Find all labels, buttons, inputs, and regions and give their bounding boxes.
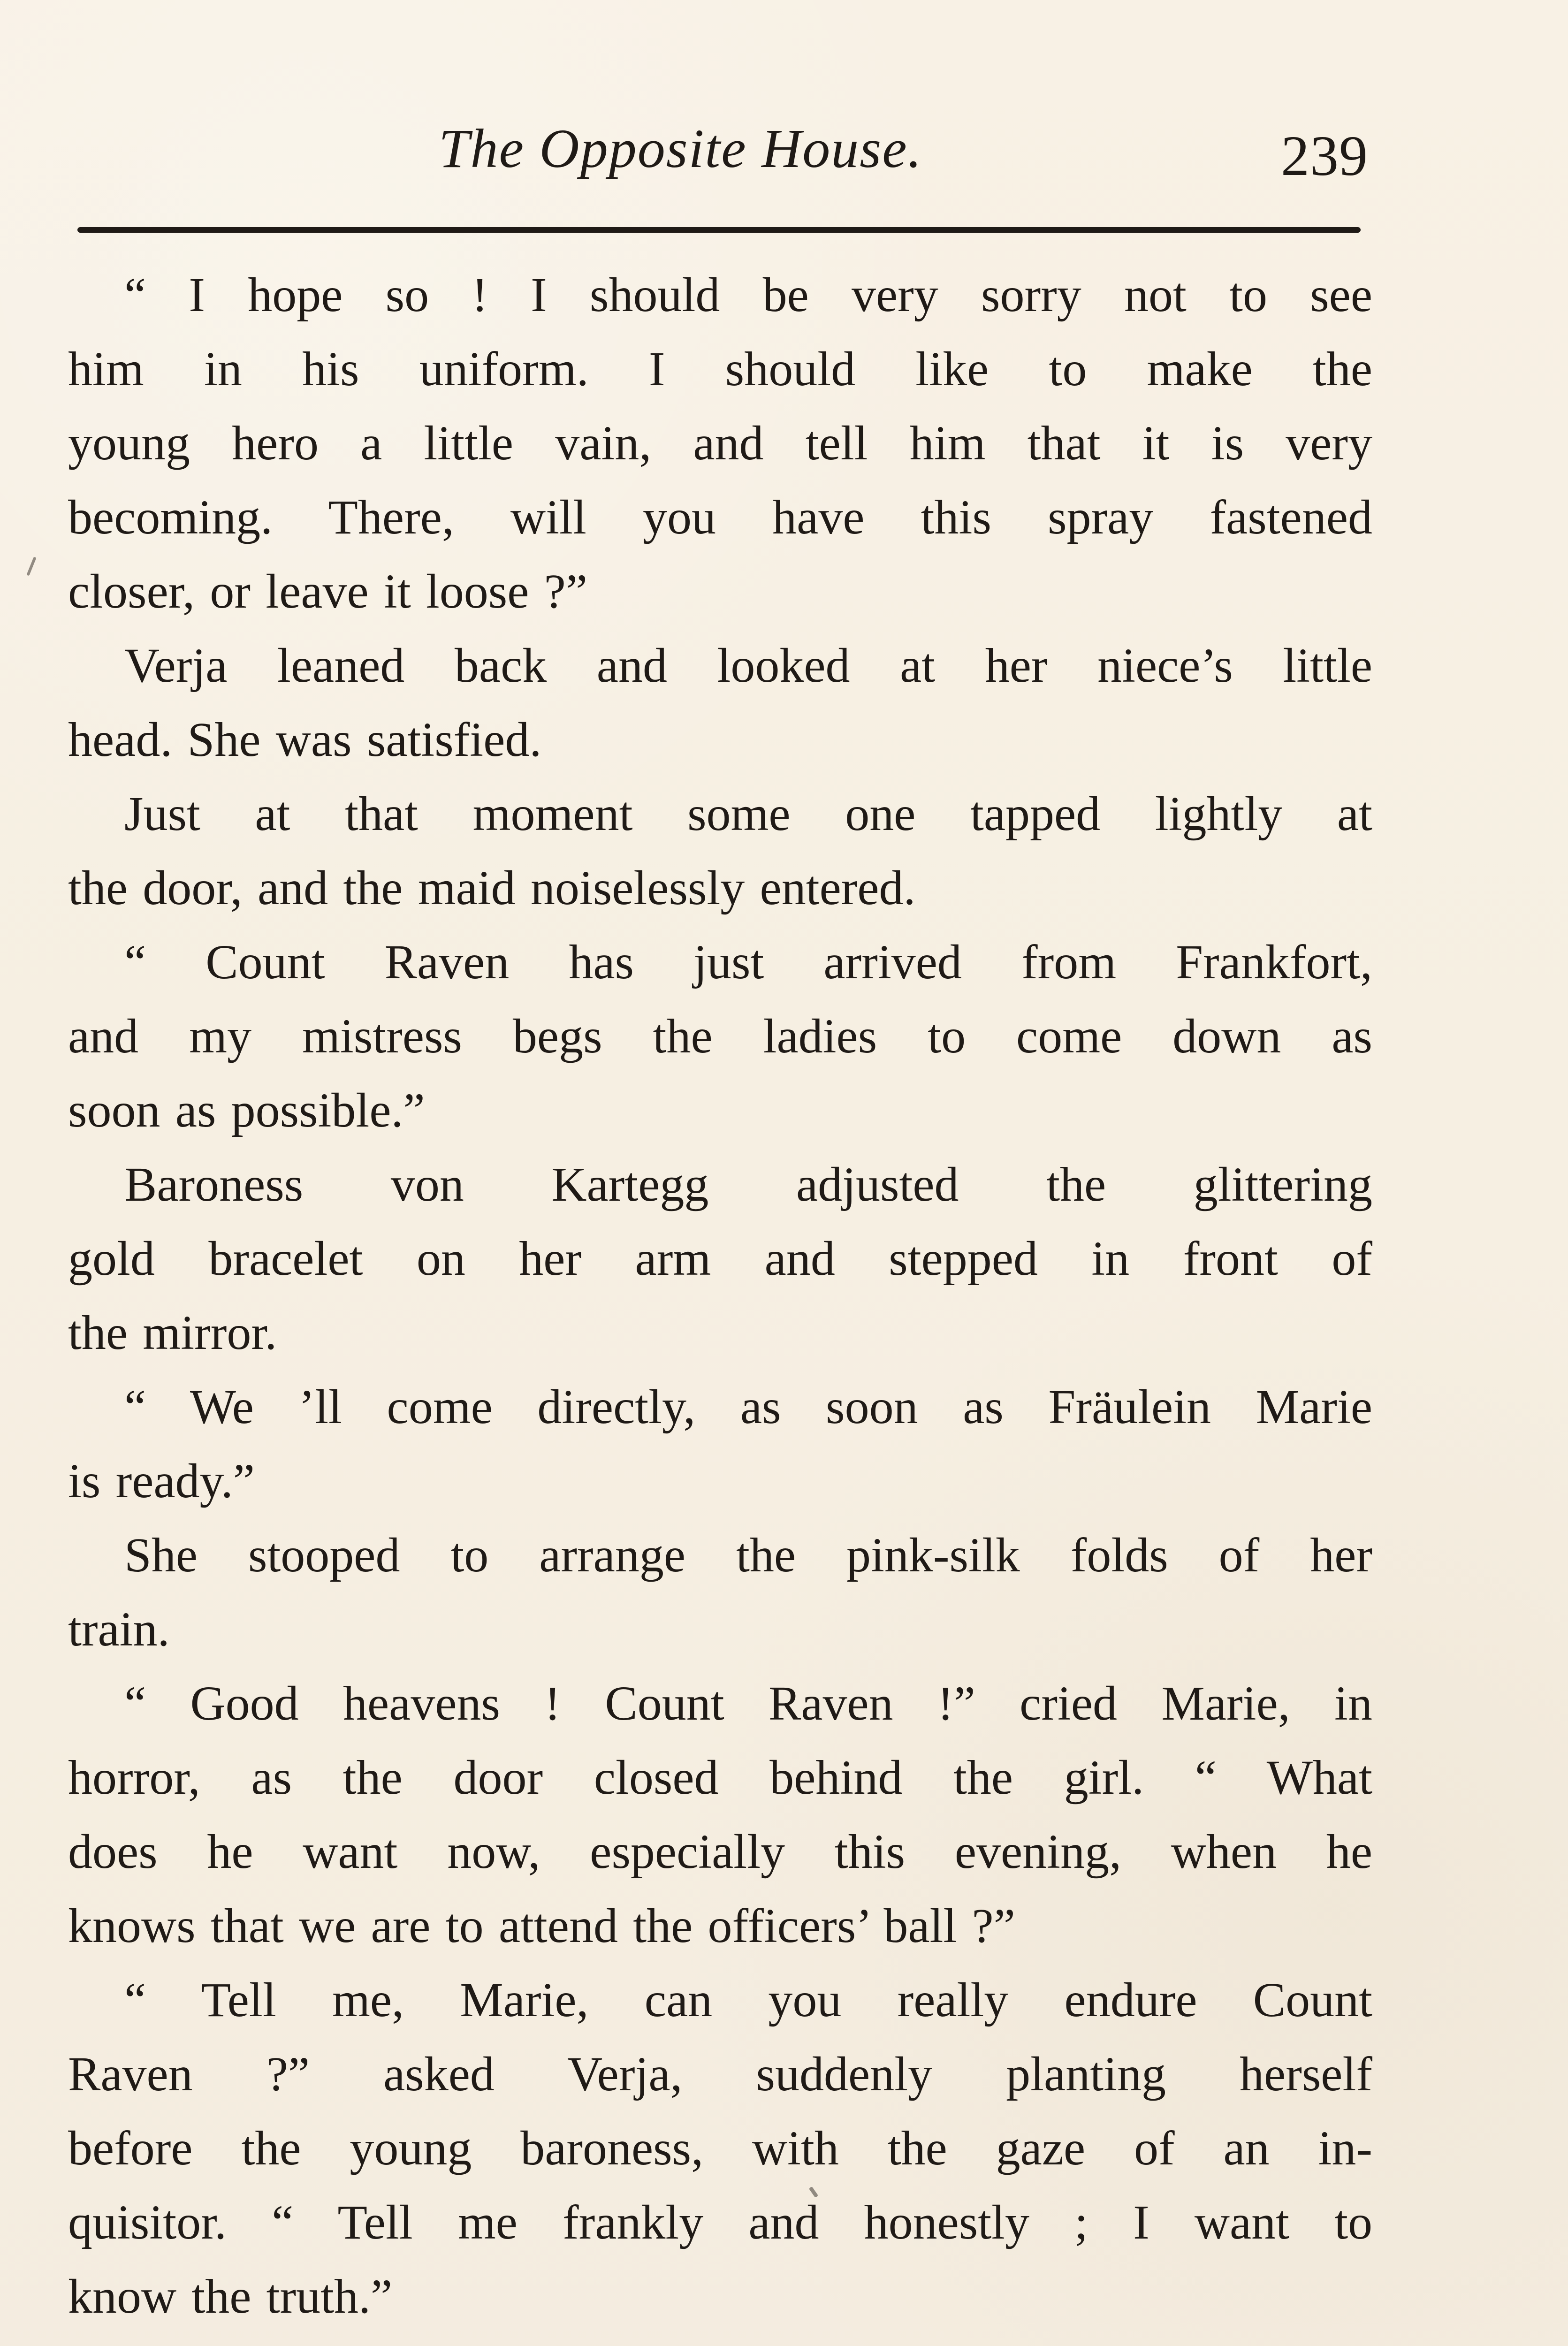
text-line: horror, as the door closed behind the girl. “ What [68,1751,1372,1805]
text-line: “ We ’ll come directly, as soon as Fräulein Marie [124,1380,1372,1434]
text-line: gold bracelet on her arm and stepped in front of [68,1232,1372,1286]
text-line: is ready.” [68,1454,255,1508]
text-line: “ I hope so ! I should be very sorry not to see [124,268,1372,322]
text-line: knows that we are to attend the officers’ ball ?” [68,1899,1015,1953]
text-line: know the truth.” [68,2270,393,2323]
text-line: Just at that moment some one tapped lightly at [124,787,1372,841]
text-line: before the young baroness, with the gaze of an in- [68,2121,1372,2175]
text-line: the door, and the maid noiselessly entered. [68,861,916,915]
page-number: 239 [1281,124,1368,188]
text-line: Baroness von Kartegg adjusted the glittering [124,1158,1372,1211]
text-line: She stooped to arrange the pink-silk folds of her [124,1528,1372,1582]
text-line: the mirror. [68,1306,277,1360]
text-line: young hero a little vain, and tell him that it is very [68,416,1372,470]
text-line: “ Tell me, Marie, can you really endure Count [124,1973,1372,2027]
text-line: head. She was satisfied. [68,713,542,767]
text-line: train. [68,1602,170,1656]
text-line: “ Good heavens ! Count Raven !” cried Marie, in [124,1676,1372,1730]
margin-mark [26,556,36,576]
text-line: Verja leaned back and looked at her niece’s little [124,639,1372,693]
header-rule [77,227,1361,233]
text-line: soon as possible.” [68,1083,425,1137]
text-line: and my mistress begs the ladies to come down as [68,1009,1372,1063]
text-line: Raven ?” asked Verja, suddenly planting herself [68,2047,1372,2101]
running-head: The Opposite House. [439,118,923,179]
text-line: “ Count Raven has just arrived from Frankfort, [124,935,1372,989]
text-line: closer, or leave it loose ?” [68,564,588,618]
text-line: him in his uniform. I should like to make the [68,342,1372,396]
page-text [68,258,1372,2334]
text-line: becoming. There, will you have this spray fastened [68,490,1372,544]
text-line: does he want now, especially this evening, when he [68,1825,1372,1879]
text-line: quisitor. “ Tell me frankly and honestly ; I want to [68,2195,1372,2249]
